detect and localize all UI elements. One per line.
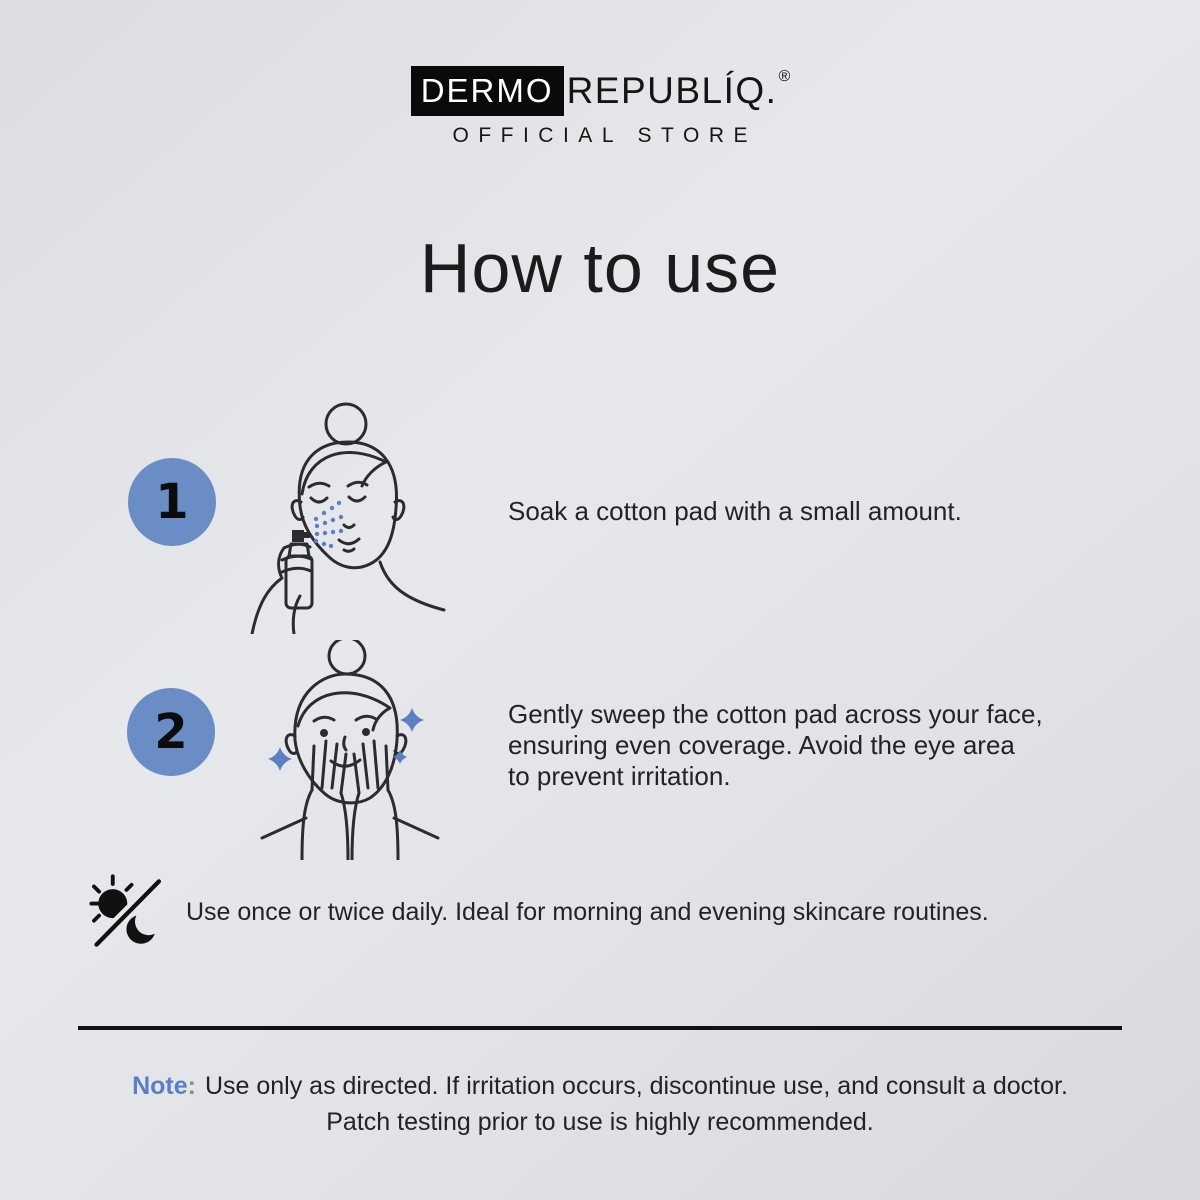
step-2-text-line: to prevent irritation. [508,761,731,791]
registered-trademark-icon: ® [778,68,791,85]
step-2-number: 2 [154,704,188,760]
note-text-1: Use only as directed. If irritation occurs, discontinue use, and consult a doctor. [204,1072,1068,1100]
face-hands-illustration [250,640,460,860]
page-title: How to use [419,229,781,307]
face-spray-illustration [248,398,460,634]
woman-hands-on-face-icon [250,640,460,860]
note-label: Note [132,1072,188,1100]
official-store-label: OFFICIAL STORE [452,124,758,147]
step-1-number: 1 [155,474,189,530]
day-night-icon [88,872,170,954]
step-2-text-line: ensuring even coverage. Avoid the eye area [508,730,1015,760]
frequency-text: Use once or twice daily. Ideal for morning and evening skincare routines. [186,898,989,926]
divider-line [78,1026,1122,1030]
step-1-text: Soak a cotton pad with a small amount. [508,496,962,526]
woman-spraying-face-icon [248,398,460,634]
note-section [40,1068,1160,1140]
brand-logo-republiq: REPUBLÍQ. [566,70,778,111]
step-2-text-line: Gently sweep the cotton pad across your face, [508,699,1043,729]
step-1-badge [128,458,216,546]
note-line-2: Patch testing prior to use is highly recommended. [326,1108,874,1136]
note-line-1 [40,1068,1160,1104]
step-2-text [508,699,1043,792]
brand-logo-dermo: DERMO [411,66,564,116]
brand-header [0,66,1200,148]
note-colon: : [187,1072,196,1100]
step-2-badge [127,688,215,776]
brand-logo [411,66,790,116]
